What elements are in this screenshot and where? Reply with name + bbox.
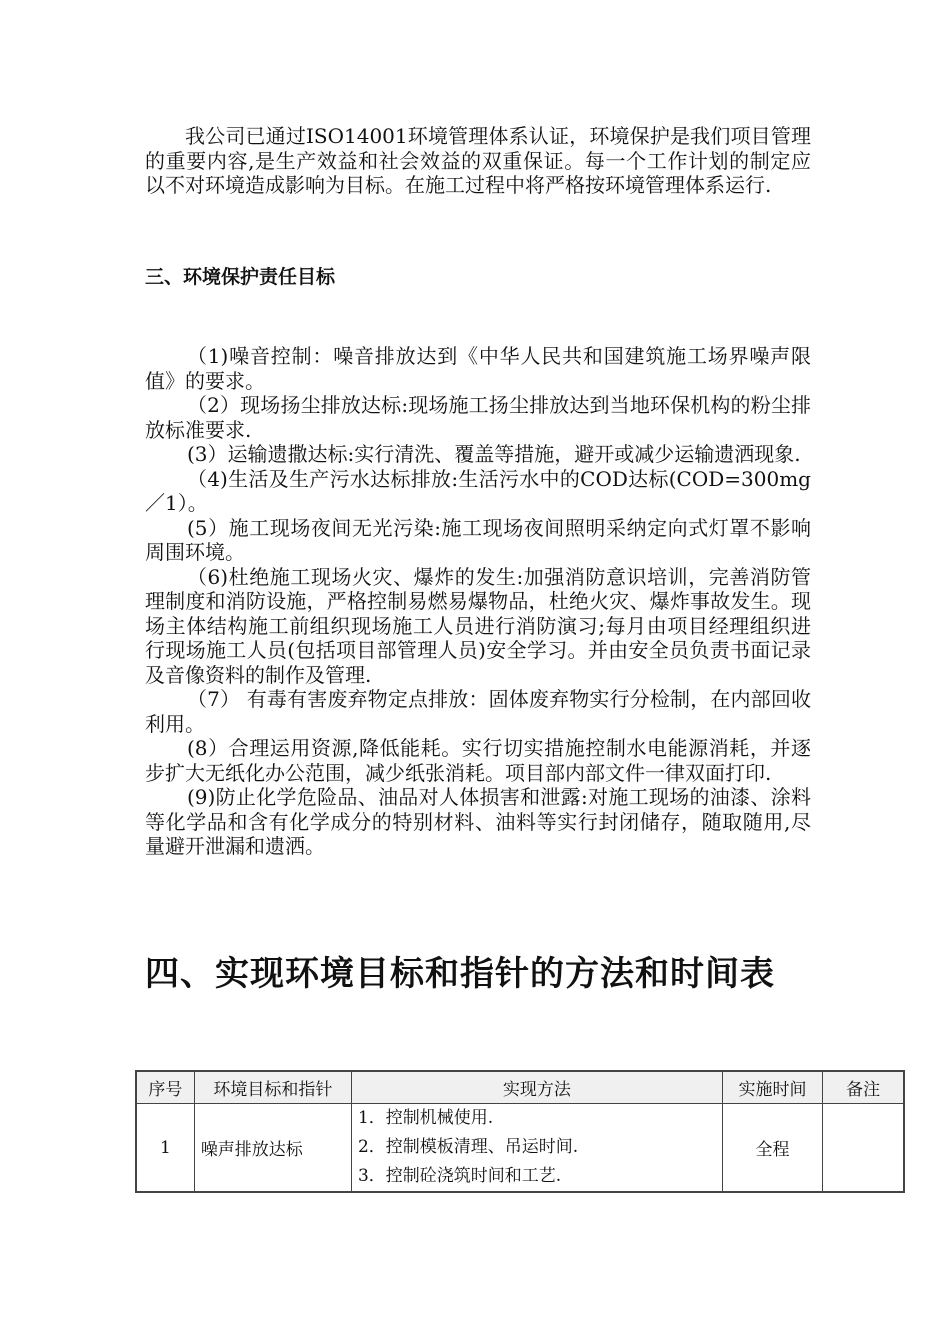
table-header-row <box>136 1071 904 1104</box>
section-3-heading: 三、环境保护责任目标 <box>145 266 336 288</box>
header-time: 实施时间 <box>722 1071 823 1104</box>
header-note: 备注 <box>823 1071 904 1104</box>
row-note <box>823 1104 904 1193</box>
goal-item-8: (8）合理运用资源,降低能耗。实行切实措施控制水电能源消耗，并逐步扩大无纸化办公范围，减少纸张消耗。项目部内部文件一律双面打印. <box>145 736 811 785</box>
intro-paragraph: 我公司已通过ISO14001环境管理体系认证，环境保护是我们项目管理的重要内容,是生产效益和社会效益的双重保证。每一个工作计划的制定应以不对环境造成影响为目标。在施工过程中将严格按环境管理体系运行. <box>145 124 811 197</box>
method-line-2: 2．控制模板清理、吊运时间. <box>357 1137 579 1157</box>
row-methods <box>351 1104 722 1193</box>
header-method: 实现方法 <box>351 1071 722 1104</box>
row-time: 全程 <box>722 1104 823 1193</box>
method-line-1: 1．控制机械使用. <box>357 1108 494 1128</box>
method-line-3: 3．控制砼浇筑时间和工艺. <box>357 1166 562 1186</box>
goal-item-7: （7） 有毒有害废弃物定点排放：固体废弃物实行分检制，在内部回收利用。 <box>145 687 811 736</box>
goal-item-3: (3）运输遗撒达标:实行清洗、覆盖等措施，避开或减少运输遗洒现象. <box>187 442 801 466</box>
responsibility-goals-list <box>145 344 811 859</box>
goal-item-4: （4)生活及生产污水达标排放:生活污水中的COD达标(COD=300mg／1）。 <box>145 466 811 515</box>
header-goal: 环境目标和指针 <box>194 1071 351 1104</box>
row-number: 1 <box>136 1104 194 1193</box>
row-goal: 噪声排放达标 <box>194 1104 351 1193</box>
section-4-heading: 四、实现环境目标和指针的方法和时间表 <box>145 954 775 994</box>
goal-item-2: （2）现场扬尘排放达标:现场施工扬尘排放达到当地环保机构的粉尘排放标准要求. <box>145 393 811 442</box>
goal-item-1: （1)噪音控制：噪音排放达到《中华人民共和国建筑施工场界噪声限值》的要求。 <box>145 344 811 393</box>
goal-item-5: (5）施工现场夜间无光污染:施工现场夜间照明采纳定向式灯罩不影响周围环境。 <box>145 515 811 564</box>
goal-item-6: （6)杜绝施工现场火灾、爆炸的发生:加强消防意识培训，完善消防管理制度和消防设施，严格控制易燃易爆物品，杜绝火灾、爆炸事故发生。现场主体结构施工前组织现场施工人员进行消防演习;每月由项目经理组织进行现场施工人员(包括项目部管理人员)安全学习。并由安全员负责书面记录及音像资料的制作及管理. <box>145 564 811 687</box>
environment-plan-table <box>135 1070 905 1193</box>
table-row <box>136 1104 904 1193</box>
header-number: 序号 <box>136 1071 194 1104</box>
goal-item-9: (9)防止化学危险品、油品对人体损害和泄露:对施工现场的油漆、涂料等化学品和含有化学成分的特别材料、油料等实行封闭储存，随取随用,尽量避开泄漏和遗洒。 <box>145 785 811 858</box>
